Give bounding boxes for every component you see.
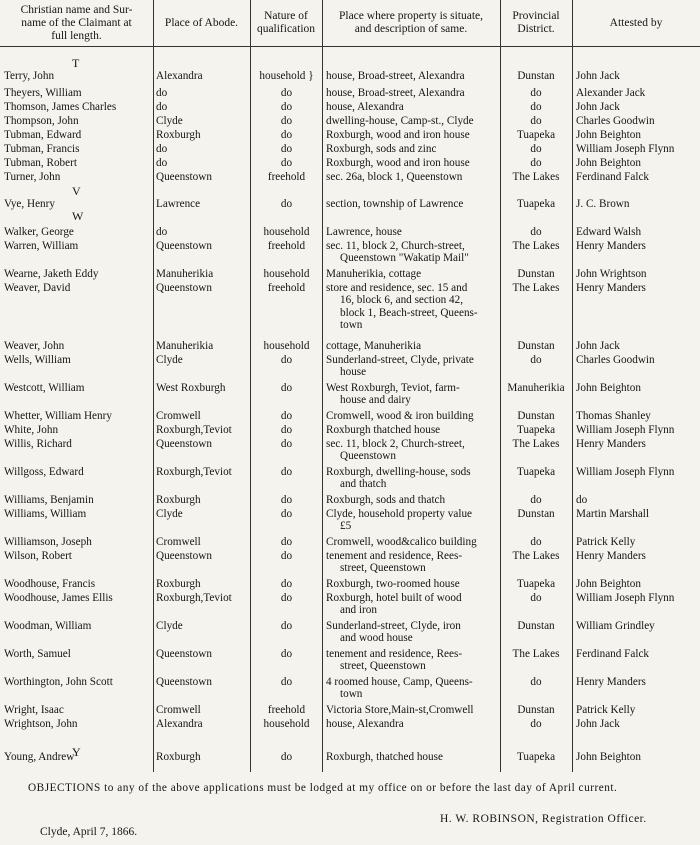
property-description xyxy=(326,240,502,265)
column-rule xyxy=(250,0,251,772)
provincial-district: Tuapeka xyxy=(516,578,556,590)
claimant-name: Wrightson, John xyxy=(4,718,78,730)
property-description xyxy=(326,171,502,183)
attested-by: Alexander Jack xyxy=(576,87,646,99)
description-line: and thatch xyxy=(340,478,387,491)
place-of-abode: Roxburgh,Teviot xyxy=(156,592,232,604)
place-of-abode: Cromwell xyxy=(156,536,201,548)
description-line: Roxburgh, wood and iron house xyxy=(326,157,470,169)
description-line: Roxburgh, dwelling-house, sods xyxy=(326,466,471,478)
place-of-abode: do xyxy=(156,157,168,169)
qualification: household xyxy=(263,226,310,238)
claimant-name: Turner, John xyxy=(4,171,61,183)
property-description xyxy=(326,87,502,99)
property-description xyxy=(326,382,502,407)
description-line: and iron xyxy=(340,604,377,617)
property-description xyxy=(326,143,502,155)
description-line: Roxburgh, two-roomed house xyxy=(326,578,460,590)
property-description xyxy=(326,536,502,548)
provincial-district: The Lakes xyxy=(512,240,560,252)
qualification: household xyxy=(263,718,310,730)
attested-by: John Wrightson xyxy=(576,268,647,280)
provincial-district: do xyxy=(530,354,542,366)
property-description xyxy=(326,198,502,210)
provincial-district: do xyxy=(530,676,542,688)
provincial-district: The Lakes xyxy=(512,282,560,294)
description-line: street, Queenstown xyxy=(340,660,426,673)
provincial-district: Tuapeka xyxy=(516,198,556,210)
qualification: do xyxy=(280,592,293,604)
provincial-district: do xyxy=(530,226,542,238)
description-line: West Roxburgh, Teviot, farm- xyxy=(326,382,460,394)
property-description xyxy=(326,648,502,673)
property-description xyxy=(326,424,502,436)
place-of-abode: Manuherikia xyxy=(156,340,214,352)
attested-by: Henry Manders xyxy=(576,438,646,450)
place-of-abode: do xyxy=(156,101,168,113)
header-place: Place where property is situate, and description of same. xyxy=(338,10,484,35)
property-description xyxy=(326,704,502,716)
qualification: do xyxy=(280,115,293,127)
provincial-district: Manuherikia xyxy=(507,382,565,394)
property-description xyxy=(326,282,502,331)
claimant-name: Worth, Samuel xyxy=(4,648,71,660)
place-of-abode: Queenstown xyxy=(156,648,212,660)
qualification: do xyxy=(280,438,293,450)
claimant-name: Wright, Isaac xyxy=(4,704,64,716)
description-line: and wood house xyxy=(340,632,413,645)
qualification: do xyxy=(280,101,293,113)
description-line: £5 xyxy=(340,520,352,533)
claimant-name: Tubman, Edward xyxy=(4,129,82,141)
description-line: house, Broad-street, Alexandra xyxy=(326,87,465,99)
attested-by: Henry Manders xyxy=(576,282,646,294)
claimant-name: Williamson, Joseph xyxy=(4,536,92,548)
header-attested: Attested by xyxy=(609,16,663,29)
place-of-abode: Clyde xyxy=(156,620,183,632)
section-letter-v: V xyxy=(72,184,81,198)
description-line: sec. 11, block 2, Church-street, xyxy=(326,438,465,450)
attested-by: John Beighton xyxy=(576,751,641,763)
property-description xyxy=(326,508,502,533)
header-nature: Nature of qualification xyxy=(256,10,316,35)
place-of-abode: Queenstown xyxy=(156,282,212,294)
qualification: do xyxy=(280,494,293,506)
dateline: Clyde, April 7, 1866. xyxy=(40,826,138,838)
description-line: Roxburgh, hotel built of wood xyxy=(326,592,462,604)
claimant-name: Wilson, Robert xyxy=(4,550,72,562)
attested-by: Thomas Shanley xyxy=(576,410,651,422)
description-line: house, Alexandra xyxy=(326,718,404,730)
attested-by: Patrick Kelly xyxy=(576,704,636,716)
place-of-abode: Queenstown xyxy=(156,171,212,183)
claimant-name: Theyers, William xyxy=(4,87,82,99)
description-line: sec. 26a, block 1, Queenstown xyxy=(326,171,463,183)
provincial-district: The Lakes xyxy=(512,438,560,450)
attested-by: do xyxy=(576,494,588,506)
claimant-name: Wells, William xyxy=(4,354,71,366)
provincial-district: Tuapeka xyxy=(516,466,556,478)
section-letter-y: Y xyxy=(72,745,81,759)
place-of-abode: do xyxy=(156,226,168,238)
attested-by: John Jack xyxy=(576,718,620,730)
property-description xyxy=(326,268,502,280)
description-line: tenement and residence, Rees- xyxy=(326,550,463,562)
qualification: household } xyxy=(259,70,314,82)
qualification: do xyxy=(280,676,293,688)
property-description xyxy=(326,354,502,379)
description-line: Roxburgh, wood and iron house xyxy=(326,129,470,141)
description-line: cottage, Manuherikia xyxy=(326,340,422,352)
qualification: do xyxy=(280,198,293,210)
property-description xyxy=(326,101,502,113)
property-description xyxy=(326,578,502,590)
description-line: Manuherikia, cottage xyxy=(326,268,422,280)
provincial-district: The Lakes xyxy=(512,648,560,660)
attested-by: John Jack xyxy=(576,340,620,352)
property-description xyxy=(326,157,502,169)
claimant-name: Young, Andrew xyxy=(4,751,75,763)
attested-by: Ferdinand Falck xyxy=(576,171,650,183)
qualification: do xyxy=(280,620,293,632)
qualification: freehold xyxy=(267,240,306,252)
property-description xyxy=(326,340,502,352)
property-description xyxy=(326,438,502,463)
description-line: town xyxy=(340,318,363,331)
provincial-district: Tuapeka xyxy=(516,751,556,763)
claimant-name: Willis, Richard xyxy=(4,438,72,450)
place-of-abode: Lawrence xyxy=(156,198,201,210)
qualification: do xyxy=(280,578,293,590)
description-line: Sunderland-street, Clyde, private xyxy=(326,354,474,366)
description-line: house and dairy xyxy=(340,394,411,407)
place-of-abode: Queenstown xyxy=(156,550,212,562)
description-line: sec. 11, block 2, Church-street, xyxy=(326,240,465,252)
property-description xyxy=(326,592,502,617)
claimant-name: Westcott, William xyxy=(4,382,85,394)
provincial-district: Dunstan xyxy=(517,70,555,82)
claimant-name: Walker, George xyxy=(4,226,74,238)
provincial-district: do xyxy=(530,718,542,730)
provincial-district: do xyxy=(530,157,542,169)
qualification: do xyxy=(280,648,293,660)
section-letter-t: T xyxy=(72,56,80,70)
description-line: section, township of Lawrence xyxy=(326,198,464,210)
place-of-abode: Alexandra xyxy=(156,718,203,730)
attested-by: John Jack xyxy=(576,101,620,113)
attested-by: Henry Manders xyxy=(576,676,646,688)
claimant-name: Vye, Henry xyxy=(4,198,55,210)
place-of-abode: Queenstown xyxy=(156,240,212,252)
section-letter-w: W xyxy=(72,209,84,223)
property-description xyxy=(326,676,502,701)
qualification: do xyxy=(280,466,293,478)
attested-by: Ferdinand Falck xyxy=(576,648,650,660)
qualification: freehold xyxy=(267,282,306,294)
attested-by: John Beighton xyxy=(576,578,641,590)
attested-by: Martin Marshall xyxy=(576,508,650,520)
qualification: do xyxy=(280,751,293,763)
header-name: Christian name and Sur- name of the Claimant at full length. xyxy=(20,3,133,42)
attested-by: Charles Goodwin xyxy=(576,115,655,127)
claimant-name: Willgoss, Edward xyxy=(4,466,84,478)
qualification: do xyxy=(280,424,293,436)
description-line: Lawrence, house xyxy=(326,226,402,238)
property-description xyxy=(326,129,502,141)
attested-by: John Beighton xyxy=(576,382,641,394)
claimant-name: Thomson, James Charles xyxy=(4,101,117,113)
qualification: freehold xyxy=(267,171,306,183)
attested-by: William Joseph Flynn xyxy=(576,466,675,478)
column-rule xyxy=(153,0,154,772)
claimant-name: Woodhouse, James Ellis xyxy=(4,592,113,604)
attested-by: Henry Manders xyxy=(576,240,646,252)
description-line: house xyxy=(340,366,367,379)
attested-by: Patrick Kelly xyxy=(576,536,636,548)
claimant-name: Tubman, Robert xyxy=(4,157,77,169)
claimant-name: Whetter, William Henry xyxy=(4,410,112,422)
description-line: Roxburgh, sods and thatch xyxy=(326,494,446,506)
provincial-district: Tuapeka xyxy=(516,129,556,141)
qualification: do xyxy=(280,157,293,169)
qualification: do xyxy=(280,410,293,422)
description-line: street, Queenstown xyxy=(340,562,426,575)
place-of-abode: Roxburgh xyxy=(156,578,201,590)
provincial-district: Dunstan xyxy=(517,704,555,716)
place-of-abode: West Roxburgh xyxy=(156,382,226,394)
provincial-district: do xyxy=(530,143,542,155)
provincial-district: do xyxy=(530,592,542,604)
description-line: Victoria Store,Main-st,Cromwell xyxy=(326,704,474,716)
provincial-district: do xyxy=(530,101,542,113)
provincial-district: do xyxy=(530,536,542,548)
description-line: house, Alexandra xyxy=(326,101,404,113)
column-rule xyxy=(322,0,323,772)
qualification: household xyxy=(263,340,310,352)
description-line: 16, block 6, and section 42, xyxy=(340,294,464,307)
description-line: house, Broad-street, Alexandra xyxy=(326,70,465,82)
provincial-district: Tuapeka xyxy=(516,424,556,436)
place-of-abode: Clyde xyxy=(156,115,183,127)
provincial-district: The Lakes xyxy=(512,550,560,562)
place-of-abode: Roxburgh,Teviot xyxy=(156,424,232,436)
qualification: do xyxy=(280,143,293,155)
claimant-name: Warren, William xyxy=(4,240,79,252)
objections-notice: OBJECTIONS to any of the above applications must be lodged at my office on or before the last day of April current. xyxy=(28,782,618,794)
attested-by: Henry Manders xyxy=(576,550,646,562)
place-of-abode: Roxburgh xyxy=(156,494,201,506)
provincial-district: Dunstan xyxy=(517,340,555,352)
property-description xyxy=(326,466,502,491)
qualification: do xyxy=(280,550,293,562)
property-description xyxy=(326,751,502,763)
attested-by: William Grindley xyxy=(576,620,655,632)
qualification: household xyxy=(263,268,310,280)
place-of-abode: Cromwell xyxy=(156,410,201,422)
description-line: Roxburgh, thatched house xyxy=(326,751,443,763)
attested-by: John Beighton xyxy=(576,157,641,169)
place-of-abode: Alexandra xyxy=(156,70,203,82)
property-description xyxy=(326,70,502,82)
description-line: Queenstown xyxy=(340,450,396,463)
property-description xyxy=(326,550,502,575)
claimant-name: Williams, Benjamin xyxy=(4,494,94,506)
description-line: Sunderland-street, Clyde, iron xyxy=(326,620,461,632)
provincial-district: do xyxy=(530,494,542,506)
attested-by: J. C. Brown xyxy=(576,198,630,210)
qualification: do xyxy=(280,129,293,141)
place-of-abode: Queenstown xyxy=(156,438,212,450)
property-description xyxy=(326,620,502,645)
header-rule xyxy=(0,46,700,47)
description-line: 4 roomed house, Camp, Queens- xyxy=(326,676,473,688)
qualification: do xyxy=(280,536,293,548)
qualification: freehold xyxy=(267,704,306,716)
attested-by: John Beighton xyxy=(576,129,641,141)
attested-by: Edward Walsh xyxy=(576,226,642,238)
description-line: dwelling-house, Camp-st., Clyde xyxy=(326,115,474,127)
provincial-district: The Lakes xyxy=(512,171,560,183)
attested-by: William Joseph Flynn xyxy=(576,424,675,436)
officer-signature: H. W. ROBINSON, Registration Officer. xyxy=(440,813,647,825)
description-line: Roxburgh thatched house xyxy=(326,424,441,436)
description-line: town xyxy=(340,688,363,701)
description-line: store and residence, sec. 15 and xyxy=(326,282,468,294)
property-description xyxy=(326,494,502,506)
property-description xyxy=(326,115,502,127)
provincial-district: Dunstan xyxy=(517,620,555,632)
header-abode: Place of Abode. xyxy=(164,16,239,29)
attested-by: John Jack xyxy=(576,70,620,82)
place-of-abode: Roxburgh xyxy=(156,751,201,763)
description-line: Cromwell, wood&calico building xyxy=(326,536,477,548)
claimant-name: Tubman, Francis xyxy=(4,143,80,155)
place-of-abode: Clyde xyxy=(156,508,183,520)
claimant-name: Weaver, David xyxy=(4,282,71,294)
description-line: tenement and residence, Rees- xyxy=(326,648,463,660)
claimant-name: Worthington, John Scott xyxy=(4,676,113,688)
place-of-abode: Manuherikia xyxy=(156,268,214,280)
place-of-abode: do xyxy=(156,143,168,155)
provincial-district: Dunstan xyxy=(517,268,555,280)
claimant-name: Weaver, John xyxy=(4,340,65,352)
place-of-abode: Clyde xyxy=(156,354,183,366)
claimant-name: Williams, William xyxy=(4,508,87,520)
claimant-name: Woodman, William xyxy=(4,620,92,632)
description-line: Cromwell, wood & iron building xyxy=(326,410,474,422)
qualification: do xyxy=(280,87,293,99)
place-of-abode: Cromwell xyxy=(156,704,201,716)
property-description xyxy=(326,226,502,238)
property-description xyxy=(326,718,502,730)
description-line: Clyde, household property value xyxy=(326,508,473,520)
qualification: do xyxy=(280,508,293,520)
claimant-name: White, John xyxy=(4,424,59,436)
claimant-name: Terry, John xyxy=(4,70,55,82)
claimant-name: Woodhouse, Francis xyxy=(4,578,96,590)
claimant-name: Thompson, John xyxy=(4,115,79,127)
qualification: do xyxy=(280,382,293,394)
attested-by: William Joseph Flynn xyxy=(576,143,675,155)
description-line: Queenstown "Wakatip Mail" xyxy=(340,252,469,265)
qualification: do xyxy=(280,354,293,366)
header-district: Provincial District. xyxy=(512,10,560,35)
attested-by: William Joseph Flynn xyxy=(576,592,675,604)
place-of-abode: Queenstown xyxy=(156,676,212,688)
provincial-district: Dunstan xyxy=(517,508,555,520)
place-of-abode: Roxburgh xyxy=(156,129,201,141)
attested-by: Charles Goodwin xyxy=(576,354,655,366)
place-of-abode: Roxburgh,Teviot xyxy=(156,466,232,478)
provincial-district: do xyxy=(530,115,542,127)
provincial-district: Dunstan xyxy=(517,410,555,422)
property-description xyxy=(326,410,502,422)
description-line: Roxburgh, sods and zinc xyxy=(326,143,437,155)
provincial-district: do xyxy=(530,87,542,99)
description-line: block 1, Beach-street, Queens- xyxy=(340,306,478,319)
place-of-abode: do xyxy=(156,87,168,99)
claimant-name: Wearne, Jaketh Eddy xyxy=(4,268,99,280)
column-rule xyxy=(572,0,573,772)
